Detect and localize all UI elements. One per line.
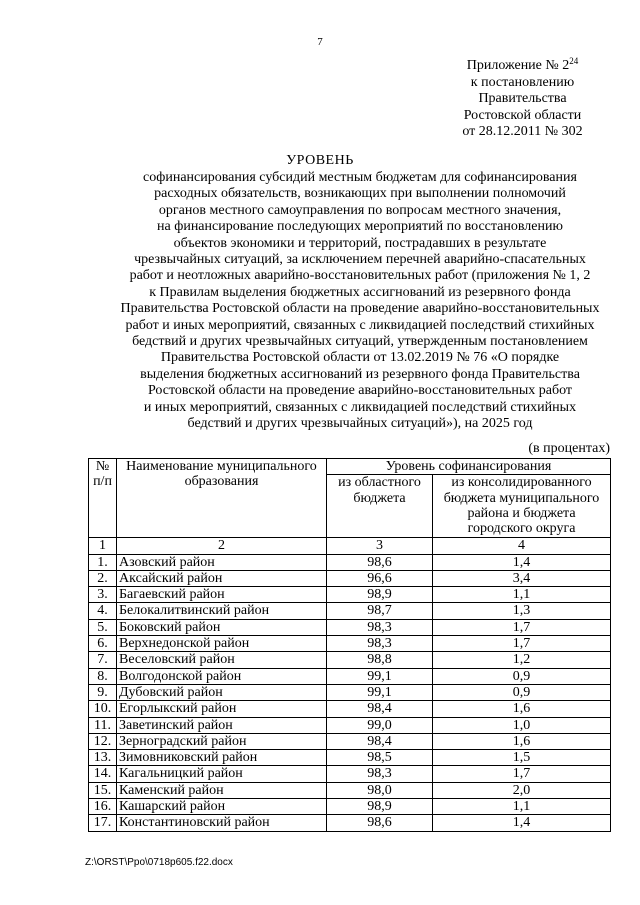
consolidated-share: 1,2 — [433, 652, 611, 668]
row-number: 13. — [89, 750, 117, 766]
subtitle-line: на финансирование последующих мероприятий по восстановлению — [157, 219, 563, 235]
regional-share: 98,3 — [327, 619, 433, 635]
appendix-title: Приложение № 2 — [466, 58, 570, 73]
consolidated-share: 1,3 — [433, 603, 611, 619]
municipality-name: Аксайский район — [117, 570, 327, 586]
appendix-line-1 — [430, 58, 615, 75]
consolidated-share: 1,5 — [433, 750, 611, 766]
row-number: 4. — [89, 603, 117, 619]
consolidated-share: 1,7 — [433, 619, 611, 635]
municipality-name: Каменский район — [117, 782, 327, 798]
regional-share: 99,0 — [327, 717, 433, 733]
regional-share: 98,4 — [327, 733, 433, 749]
row-number: 8. — [89, 668, 117, 684]
regional-share: 98,8 — [327, 652, 433, 668]
appendix-line-5: от 28.12.2011 № 302 — [462, 124, 583, 139]
municipality-name: Заветинский район — [117, 717, 327, 733]
consolidated-share: 1,1 — [433, 799, 611, 815]
header-regional: из областного бюджета — [327, 475, 433, 538]
municipality-name: Азовский район — [117, 554, 327, 570]
table-row — [89, 636, 611, 652]
header-consolidated: из консолидированного бюджета муниципального района и бюджета городского округа — [433, 475, 611, 538]
municipality-name: Кагальницкий район — [117, 766, 327, 782]
column-number: 4 — [433, 538, 611, 554]
row-number: 15. — [89, 782, 117, 798]
consolidated-share: 1,4 — [433, 554, 611, 570]
municipality-name: Егорлыкский район — [117, 701, 327, 717]
municipality-name: Волгодонской район — [117, 668, 327, 684]
regional-share: 98,5 — [327, 750, 433, 766]
regional-share: 98,7 — [327, 603, 433, 619]
file-path-footer: Z:\ORST\Ppo\0718p605.f22.docx — [85, 857, 233, 868]
regional-share: 98,9 — [327, 799, 433, 815]
row-number: 11. — [89, 717, 117, 733]
subtitle-line: к Правилам выделения бюджетных ассигнований из резервного фонда — [149, 284, 571, 300]
table-row — [89, 587, 611, 603]
regional-share: 98,3 — [327, 636, 433, 652]
consolidated-share: 3,4 — [433, 570, 611, 586]
consolidated-share: 1,0 — [433, 717, 611, 733]
municipality-name: Боковский район — [117, 619, 327, 635]
table-row — [89, 717, 611, 733]
regional-share: 98,4 — [327, 701, 433, 717]
subtitle-line: Правительства Ростовской области на проведение аварийно-восстановительных — [120, 301, 600, 317]
row-number: 10. — [89, 701, 117, 717]
municipality-name: Константиновский район — [117, 815, 327, 831]
table-row — [89, 652, 611, 668]
regional-share: 99,1 — [327, 668, 433, 684]
table-row — [89, 815, 611, 831]
table-row — [89, 619, 611, 635]
document-subtitle — [90, 170, 630, 433]
municipality-name: Багаевский район — [117, 587, 327, 603]
row-number: 17. — [89, 815, 117, 831]
municipality-name: Кашарский район — [117, 799, 327, 815]
column-number-row — [89, 538, 611, 554]
municipality-name: Дубовский район — [117, 684, 327, 700]
consolidated-share: 0,9 — [433, 684, 611, 700]
municipality-name: Верхнедонской район — [117, 636, 327, 652]
municipality-name: Веселовский район — [117, 652, 327, 668]
subtitle-line: и иных мероприятий, связанных с ликвидацией последствий стихийных — [143, 399, 577, 415]
consolidated-share: 1,4 — [433, 815, 611, 831]
consolidated-share: 1,7 — [433, 636, 611, 652]
subtitle-line: расходных обязательств, возникающих при выполнении полномочий — [154, 186, 566, 202]
document-title: УРОВЕНЬ — [286, 153, 354, 168]
table-row — [89, 701, 611, 717]
row-number: 1. — [89, 554, 117, 570]
subtitle-line: софинансирования субсидий местным бюджетам для софинансирования — [143, 170, 577, 185]
municipality-name: Зерноградский район — [117, 733, 327, 749]
appendix-line-3: Правительства — [478, 91, 567, 106]
column-number: 1 — [89, 538, 117, 554]
subtitle-line: объектов экономики и территорий, пострадавших в результате — [173, 235, 547, 251]
subtitle-line: работ и иных мероприятий, связанных с ликвидацией последствий стихийных — [125, 317, 595, 333]
regional-share: 98,9 — [327, 587, 433, 603]
municipality-name: Зимовниковский район — [117, 750, 327, 766]
row-number: 16. — [89, 799, 117, 815]
table-row — [89, 554, 611, 570]
row-number: 9. — [89, 684, 117, 700]
header-num: № п/п — [89, 459, 117, 538]
regional-share: 98,6 — [327, 554, 433, 570]
table-row — [89, 733, 611, 749]
cofinancing-table — [88, 458, 611, 832]
appendix-line-4: Ростовской области — [463, 107, 582, 123]
row-number: 14. — [89, 766, 117, 782]
subtitle-line: бедствий и других чрезвычайных ситуаций, утвержденным постановлением — [132, 334, 588, 350]
municipality-name: Белокалитвинский район — [117, 603, 327, 619]
table-row — [89, 782, 611, 798]
consolidated-share: 2,0 — [433, 782, 611, 798]
consolidated-share: 0,9 — [433, 668, 611, 684]
consolidated-share: 1,6 — [433, 733, 611, 749]
consolidated-share: 1,6 — [433, 701, 611, 717]
page-number: 7 — [317, 36, 323, 48]
consolidated-share: 1,7 — [433, 766, 611, 782]
row-number: 2. — [89, 570, 117, 586]
row-number: 3. — [89, 587, 117, 603]
table-row — [89, 668, 611, 684]
table-row — [89, 684, 611, 700]
appendix-superscript: 24 — [569, 56, 579, 66]
row-number: 12. — [89, 733, 117, 749]
row-number: 6. — [89, 636, 117, 652]
appendix-block — [430, 58, 615, 141]
header-level: Уровень софинансирования — [327, 459, 611, 475]
regional-share: 96,6 — [327, 570, 433, 586]
consolidated-share: 1,1 — [433, 587, 611, 603]
regional-share: 98,3 — [327, 766, 433, 782]
column-number: 3 — [327, 538, 433, 554]
regional-share: 98,0 — [327, 782, 433, 798]
header-name: Наименование муниципального образования — [117, 459, 327, 538]
row-number: 7. — [89, 652, 117, 668]
table-row — [89, 799, 611, 815]
table-row — [89, 603, 611, 619]
subtitle-line: чрезвычайных ситуаций, за исключением перечней аварийно-спасательных — [134, 252, 586, 268]
units-note: (в процентах) — [528, 441, 610, 456]
table-row — [89, 766, 611, 782]
subtitle-line: выделения бюджетных ассигнований из резервного фонда Правительства — [140, 366, 580, 382]
subtitle-line: работ и неотложных аварийно-восстановительных работ (приложения № 1, 2 — [129, 268, 591, 284]
row-number: 5. — [89, 619, 117, 635]
subtitle-line: Ростовской области на проведение аварийно-восстановительных работ — [147, 383, 573, 399]
table-row — [89, 570, 611, 586]
regional-share: 99,1 — [327, 684, 433, 700]
subtitle-line: бедствий и других чрезвычайных ситуаций»), на 2025 год — [187, 416, 533, 432]
column-number: 2 — [117, 538, 327, 554]
subtitle-line: органов местного самоуправления по вопросам местного значения, — [158, 202, 562, 218]
regional-share: 98,6 — [327, 815, 433, 831]
appendix-line-2: к постановлению — [470, 74, 575, 90]
table-row — [89, 750, 611, 766]
subtitle-line: Правительства Ростовской области от 13.02.2019 № 76 «О порядке — [160, 350, 560, 366]
